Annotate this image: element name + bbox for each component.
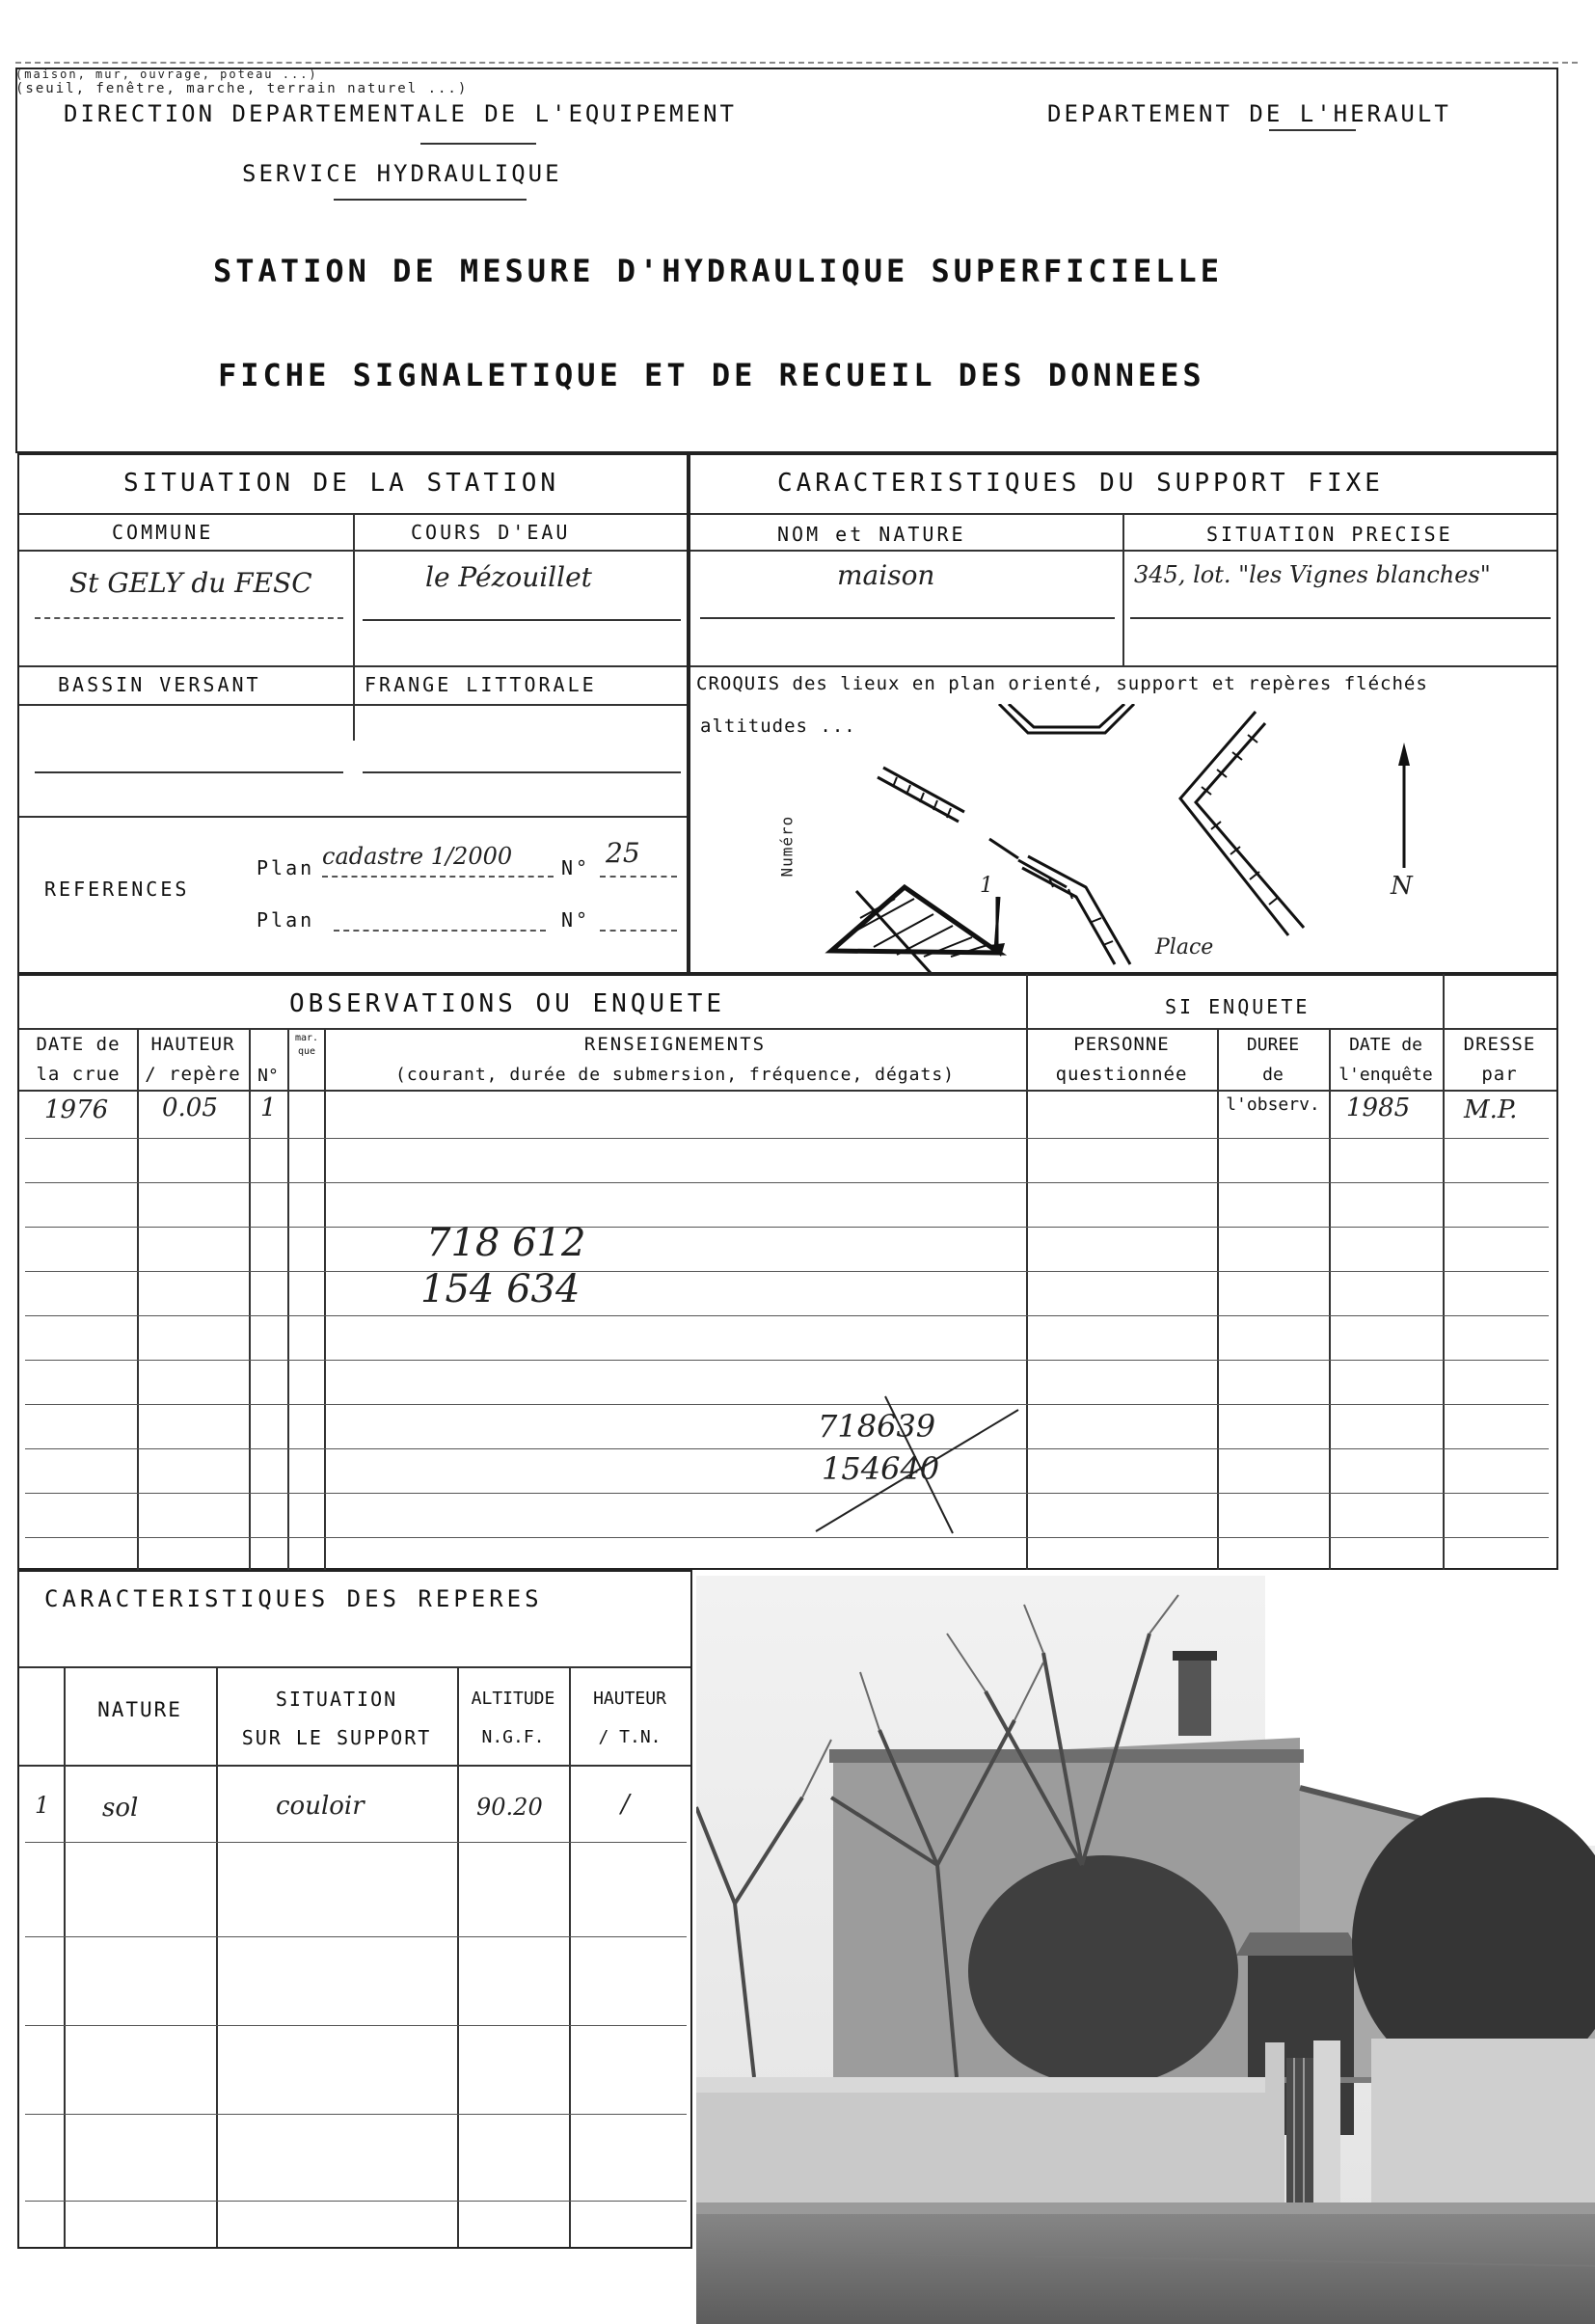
nom-label: NOM et NATURE: [777, 523, 966, 546]
no2-label: N°: [561, 908, 591, 932]
reperes-heading: CARACTERISTIQUES DES REPERES: [44, 1585, 543, 1612]
col-duree: DUREE de l'observ.: [1226, 1035, 1320, 1115]
situation-heading: SITUATION DE LA STATION: [123, 469, 560, 498]
col-numero: N°: [257, 1066, 279, 1086]
col-hauteur-label: HAUTEUR / T.N.: [593, 1689, 666, 1747]
frange-label: FRANGE LITTORALE: [365, 673, 597, 696]
nom-value: maison: [837, 559, 935, 591]
croquis-label-2: altitudes ...: [700, 716, 856, 737]
coords-2-x: 718639: [818, 1408, 936, 1445]
obs-row1-dresse: M.P.: [1464, 1095, 1518, 1124]
si-enquete-label: SI ENQUETE: [1165, 995, 1311, 1018]
no1-value: 25: [606, 837, 640, 869]
station-photo: [696, 1576, 1595, 2324]
departement-label: DEPARTEMENT DE L'HERAULT: [1047, 100, 1451, 127]
cours-label: COURS D'EAU: [411, 521, 571, 544]
situation-precise-label: SITUATION PRECISE: [1206, 523, 1453, 546]
col-hauteur: HAUTEUR / repère: [145, 1034, 241, 1085]
obs-row1-date-enquete: 1985: [1346, 1094, 1411, 1122]
no1-label: N°: [561, 856, 591, 879]
reperes-subheading: (seuil, fenêtre, marche, terrain naturel ...): [15, 81, 469, 96]
col-dresse: DRESSE par: [1463, 1034, 1536, 1085]
plan1-label: Plan: [257, 856, 315, 879]
plan2-label: Plan: [257, 908, 315, 932]
direction-label: DIRECTION DEPARTEMENTALE DE L'EQUIPEMENT: [64, 100, 737, 127]
rep-row1-situation: couloir: [276, 1792, 365, 1821]
coords-1-y: 154 634: [420, 1267, 581, 1311]
sketch-marker-1: 1: [980, 874, 993, 898]
col-numero-label: Numéro: [777, 815, 797, 878]
support-heading: CARACTERISTIQUES DU SUPPORT FIXE: [777, 469, 1384, 498]
rep-row1-nature: sol: [102, 1794, 139, 1823]
reperes-box: [17, 1570, 692, 2249]
col-altitude-label: ALTITUDE N.G.F.: [471, 1689, 555, 1747]
rep-row1-numero: 1: [35, 1792, 50, 1819]
cours-value: le Pézouillet: [425, 561, 592, 593]
rep-row1-altitude: 90.20: [476, 1794, 543, 1821]
col-marque: mar. que: [294, 1033, 319, 1057]
page-subtitle: FICHE SIGNALETIQUE ET DE RECUEIL DES DONNEES: [218, 357, 1205, 393]
observations-heading: OBSERVATIONS OU ENQUETE: [289, 989, 726, 1018]
col-personne: PERSONNE questionnée: [1055, 1034, 1188, 1085]
col-situation-label: SITUATION SUR LE SUPPORT: [241, 1688, 432, 1749]
support-subheading: (maison, mur, ouvrage, poteau ...): [15, 68, 318, 81]
situation-precise-value: 345, lot. "les Vignes blanches": [1134, 561, 1491, 588]
sketch-north: N: [1391, 872, 1413, 901]
strikethrough-mark: [806, 1389, 1038, 1543]
page-title: STATION DE MESURE D'HYDRAULIQUE SUPERFICIELLE: [213, 253, 1223, 289]
coords-1-x: 718 612: [426, 1221, 586, 1265]
sketch-place-label: Place: [1155, 935, 1214, 959]
bassin-label: BASSIN VERSANT: [58, 673, 261, 696]
plan1-value: cadastre 1/2000: [322, 843, 513, 870]
col-date-crue: DATE de la crue: [36, 1034, 121, 1085]
references-label: REFERENCES: [44, 878, 190, 901]
col-nature-label: NATURE: [97, 1698, 182, 1721]
obs-row1-numero: 1: [260, 1094, 277, 1122]
col-renseignements: RENSEIGNEMENTS (courant, durée de submersion, fréquence, dégats): [394, 1034, 955, 1085]
col-date-enquete: DATE de l'enquête: [1338, 1035, 1433, 1085]
coords-2-y: 154640: [822, 1450, 940, 1487]
commune-label: COMMUNE: [112, 521, 214, 544]
site-sketch: [690, 704, 1554, 972]
commune-value: St GELY du FESC: [69, 567, 312, 599]
service-label: SERVICE HYDRAULIQUE: [242, 160, 562, 187]
rep-row1-hauteur: /: [621, 1790, 630, 1819]
form-sheet: [15, 68, 1558, 2247]
croquis-label: CROQUIS des lieux en plan orienté, support et repères fléchés: [696, 673, 1428, 694]
obs-row1-date: 1976: [44, 1095, 109, 1124]
obs-row1-hauteur: 0.05: [162, 1094, 218, 1122]
